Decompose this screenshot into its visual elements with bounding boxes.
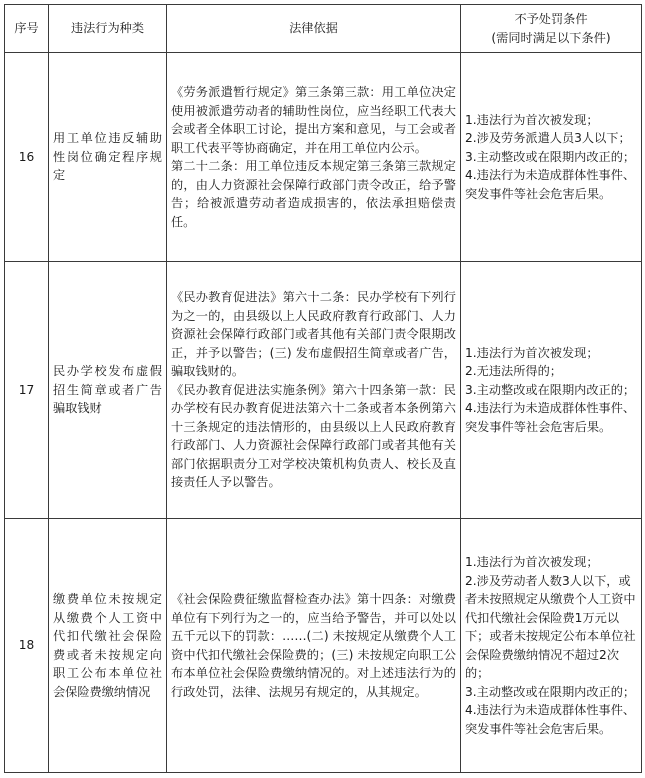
row-conditions: [461, 519, 642, 773]
row-seq: 17: [5, 262, 49, 519]
table-row: [5, 262, 642, 519]
row-legal-basis: [167, 519, 461, 773]
basis-paragraph: 《民办教育促进法》第六十二条：民办学校有下列行为之一的，由县级以上人民政府教育行政部门、人力资源社会保障行政部门或者其他有关部门责令限期改正，并予以警告；(三) 发布虚假招生简章或者广告，骗取钱财的。: [171, 290, 456, 379]
header-violation-type: 违法行为种类: [49, 5, 167, 53]
condition-item: 3.主动整改或在限期内改正的；: [465, 684, 636, 699]
condition-item: 1.违法行为首次被发现；: [465, 345, 599, 360]
row-violation-type: 民办学校发布虚假招生简章或者广告骗取钱财: [49, 262, 167, 519]
table-row: [5, 519, 642, 773]
basis-paragraph: 《民办教育促进法实施条例》第六十四条第一款：民办学校有民办教育促进法第六十二条或者本条例第六十三条规定的违法情形的，由县级以上人民政府教育行政部门、人力资源社会保障行政部门或者其他有关部门依据职责分工对学校决策机构负责人、校长及直接责任人予以警告。: [171, 382, 456, 490]
condition-item: 1.违法行为首次被发现；: [465, 555, 599, 569]
table-row: [5, 53, 642, 262]
row-conditions: [461, 262, 642, 519]
header-legal-basis: 法律依据: [167, 5, 461, 53]
row-violation-type: 缴费单位未按规定从缴费个人工资中代扣代缴社会保险费或者未按规定向职工公布本单位社会保险费缴纳情况: [49, 519, 167, 773]
condition-item: 3.主动整改或在限期内改正的；: [465, 149, 636, 164]
penalty-exemption-table: [4, 4, 642, 773]
table-header-row: [5, 5, 642, 53]
condition-item: 4.违法行为未造成群体性事件、突发事件等社会危害后果。: [465, 401, 636, 434]
row-seq: 16: [5, 53, 49, 262]
condition-item: 2.涉及劳动者人数3人以下，或者未按照规定从缴费个人工资中代扣代缴社会保险费1万元以下；或者未按规定公布本单位社会保险费缴纳情况不超过2次的；: [465, 573, 636, 680]
basis-paragraph: 《劳务派遣暂行规定》第三条第三款：用工单位决定使用被派遣劳动者的辅助性岗位，应当经职工代表大会或者全体职工讨论，提出方案和意见，与工会或者职工代表平等协商确定，并在用工单位内公示。: [171, 85, 456, 155]
basis-paragraph: 第二十二条：用工单位违反本规定第三条第三款规定的，由人力资源社会保障行政部门责令改正，给予警告；给被派遣劳动者造成损害的，依法承担赔偿责任。: [171, 159, 456, 229]
row-conditions: [461, 53, 642, 262]
condition-item: 1.违法行为首次被发现；: [465, 112, 599, 127]
condition-item: 2.涉及劳务派遣人员3人以下；: [465, 131, 631, 146]
header-exemption-conditions: [461, 5, 642, 53]
row-legal-basis: [167, 53, 461, 262]
header-conditions-title: 不予处罚条件: [514, 12, 588, 26]
condition-item: 4.违法行为未造成群体性事件、突发事件等社会危害后果。: [465, 703, 636, 736]
condition-item: 3.主动整改或在限期内改正的；: [465, 382, 636, 397]
row-violation-type: 用工单位违反辅助性岗位确定程序规定: [49, 53, 167, 262]
header-seq: 序号: [5, 5, 49, 53]
row-legal-basis: [167, 262, 461, 519]
row-seq: 18: [5, 519, 49, 773]
basis-paragraph: 《社会保险费征缴监督检查办法》第十四条：对缴费单位有下列行为之一的，应当给予警告，并可以处以五千元以下的罚款：……(二) 未按规定从缴费个人工资中代扣代缴社会保险费的；(三) 未按规定向职工公布本单位社会保险费缴纳情况的。对上述违法行为的行政处罚，法律、法规另有规定的，从其规定。: [171, 592, 456, 699]
condition-item: 2.无违法所得的；: [465, 364, 562, 379]
header-conditions-note: (需同时满足以下条件): [491, 30, 611, 45]
condition-item: 4.违法行为未造成群体性事件、突发事件等社会危害后果。: [465, 168, 636, 201]
